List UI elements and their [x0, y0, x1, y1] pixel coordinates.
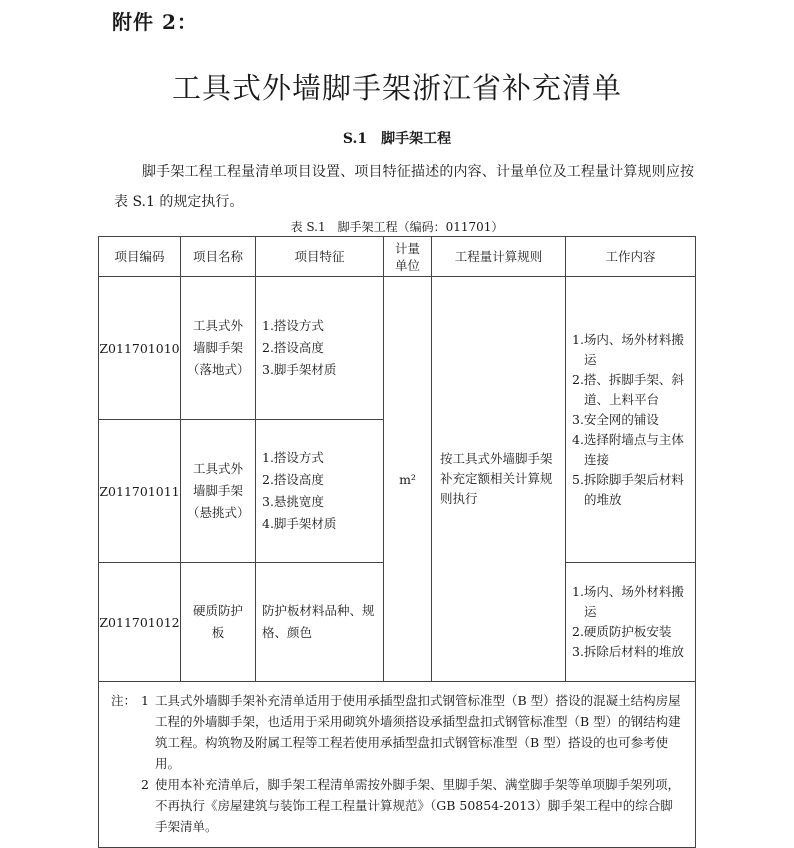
note-text: 使用本补充清单后，脚手架工程清单需按外脚手架、里脚手架、满堂脚手架等单项脚手架列项，不再执行《房屋建筑与装饰工程工程量计算规范》（GB 50854-2013）脚手架工程中的综合脚手架清单。 [155, 777, 681, 834]
notes-label-spacer [111, 774, 141, 837]
work-line: 3.安全网的铺设 [572, 411, 659, 427]
header-unit-line1: 计量 [394, 240, 420, 256]
notes-label: 注： [111, 693, 137, 708]
table-header-row [99, 237, 696, 277]
scaffold-table [98, 236, 696, 848]
document-title: 工具式外墙脚手架浙江省补充清单 [171, 71, 622, 105]
work-line: 4.选择附墙点与主体连接 [572, 431, 684, 467]
feature-line: 3.悬挑宽度 [262, 494, 324, 509]
feature-line: 2.搭设高度 [262, 340, 324, 355]
header-unit-line2: 单位 [394, 257, 420, 273]
table-row [99, 277, 696, 420]
intro-paragraph: 脚手架工程工程量清单项目设置、项目特征描述的内容、计量单位及工程量计算规则应按表 S.1 的规定执行。 [114, 164, 694, 210]
header-unit [384, 237, 432, 277]
item-name: 工具式外墙脚手架（落地式） [181, 277, 256, 420]
feature-line: 3.脚手架材质 [262, 362, 337, 377]
header-rules: 工程量计算规则 [432, 237, 566, 277]
feature-line: 1.搭设方式 [262, 318, 324, 333]
note-number: 2 [141, 777, 149, 792]
note-item [111, 690, 685, 774]
work-line: 3.拆除后材料的堆放 [572, 644, 684, 659]
feature-line: 1.搭设方式 [262, 450, 324, 465]
table-caption: 表 S.1 脚手架工程（编码：011701） [290, 220, 504, 234]
work-line: 2.搭、拆脚手架、斜道、上料平台 [572, 371, 684, 407]
item-features [256, 563, 384, 682]
work-content [566, 277, 696, 563]
feature-line: 4.脚手架材质 [262, 516, 337, 531]
item-name: 硬质防护板 [181, 563, 256, 682]
item-features [256, 420, 384, 563]
feature-line: 2.搭设高度 [262, 472, 324, 487]
header-name: 项目名称 [181, 237, 256, 277]
attachment-label: 附件 2： [112, 10, 198, 34]
note-number: 1 [141, 693, 149, 708]
calculation-rule: 按工具式外墙脚手架补充定额相关计算规则执行 [432, 277, 566, 682]
work-line: 1.场内、场外材料搬运 [572, 331, 684, 367]
note-item [111, 774, 685, 837]
section-heading: S.1 脚手架工程 [342, 131, 452, 147]
header-work: 工作内容 [566, 237, 696, 277]
feature-line: 防护板材料品种、规格、颜色 [262, 603, 375, 640]
note-text: 工具式外墙脚手架补充清单适用于使用承插型盘扣式钢管标准型（B 型）搭设的混凝土结构房屋工程的外墙脚手架，也适用于采用砌筑外墙须搭设承插型盘扣式钢管标准型（B 型）的钢结构建筑工程。构筑物及附属工程等工程若使用承插型盘扣式钢管标准型（B 型）搭设的也可参考使用。 [155, 693, 681, 771]
item-code: Z011701012 [99, 563, 181, 682]
item-code: Z011701011 [99, 420, 181, 563]
work-line: 2.硬质防护板安装 [572, 624, 672, 639]
unit-cell: m² [384, 277, 432, 682]
notes-row [99, 682, 696, 848]
work-content [566, 563, 696, 682]
header-code: 项目编码 [99, 237, 181, 277]
notes-cell [99, 682, 696, 848]
work-line: 1.场内、场外材料搬运 [572, 584, 684, 619]
work-line: 5.拆除脚手架后材料的堆放 [572, 471, 684, 507]
item-features [256, 277, 384, 420]
item-name: 工具式外墙脚手架（悬挑式） [181, 420, 256, 563]
item-code: Z011701010 [99, 277, 181, 420]
header-features: 项目特征 [256, 237, 384, 277]
